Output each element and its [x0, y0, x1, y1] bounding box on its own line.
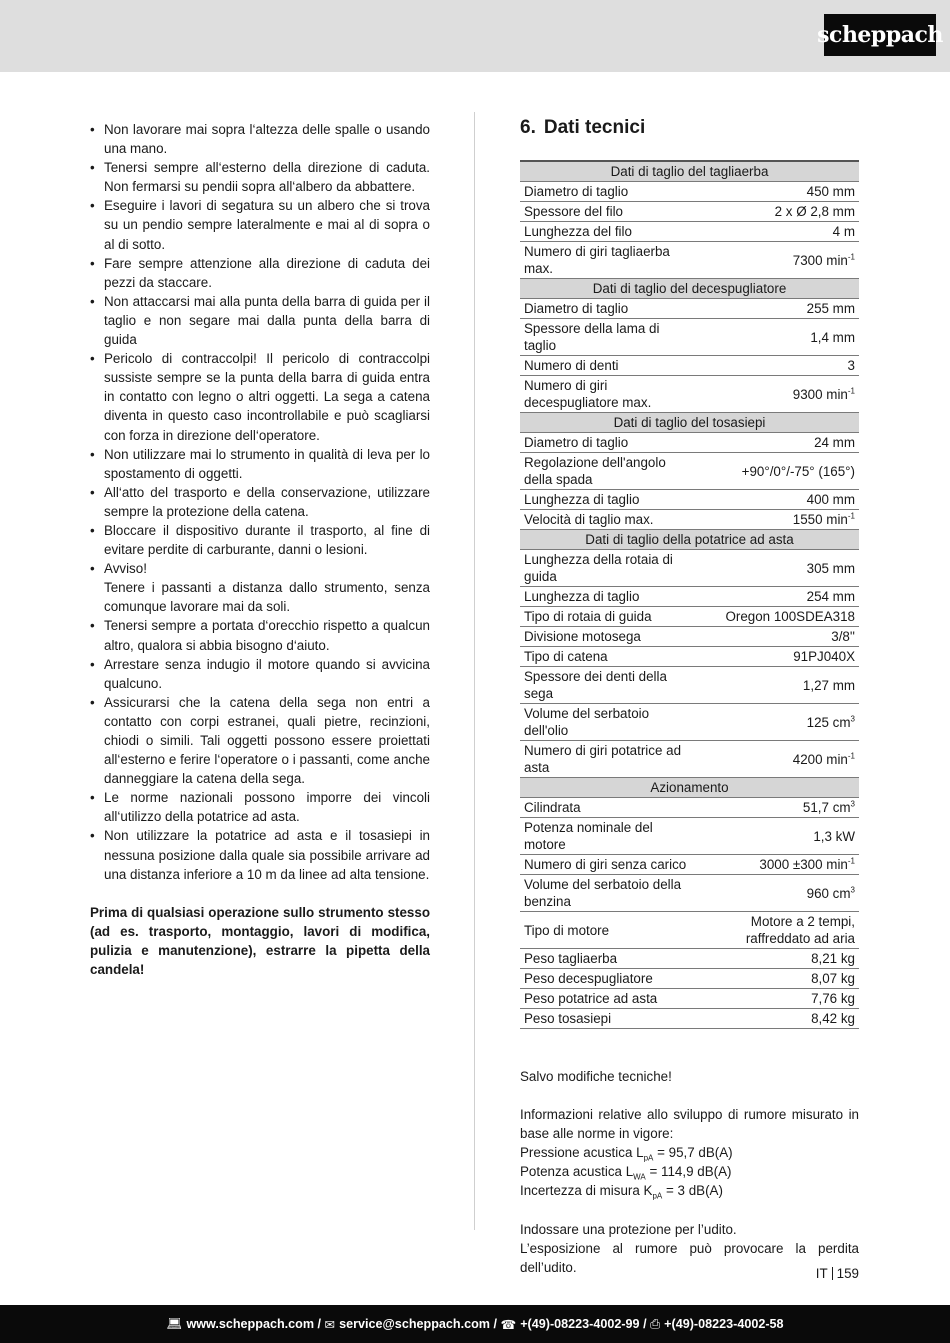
table-group-header [520, 161, 859, 182]
spec-label: Potenza nominale del motore [520, 818, 692, 855]
bullet-text: Tenersi sempre all‘esterno della direzione di caduta. Non fermarsi su pendii sopra all‘albero da abbattere. [104, 160, 430, 195]
spec-value-text: 4 m [832, 224, 855, 239]
spec-label: Lunghezza del filo [520, 222, 692, 242]
table-row [520, 202, 859, 222]
avviso-text: Tenere i passanti a distanza dallo strumento, senza comunque lavorare mai da soli. [104, 580, 430, 615]
spec-value-text: 4200 min [792, 751, 848, 767]
bullet-text: Fare sempre attenzione alla direzione di caduta dei pezzi da staccare. [104, 255, 430, 290]
bullet-text: Tenersi sempre a portata d‘orecchio rispetto a qualcun altro, qualora si abbia bisogno d‘aiuto. [104, 618, 430, 653]
table-group-header [520, 530, 859, 550]
bullet-text: Assicurarsi che la catena della sega non entri a contatto con corpi estranei, quali pietre, recinzioni, chiodi o simili. Tali oggetti possono essere proiettati all‘esterno e ferire l‘operatore o i passanti, come anche danneggiare la catena della sega. [104, 694, 430, 787]
unit-exponent: -1 [847, 511, 855, 521]
section-heading [520, 114, 859, 150]
footer-separator: / [317, 1317, 322, 1331]
noise-text: Incertezza di misura K [520, 1183, 653, 1199]
table-row [520, 704, 859, 741]
spec-value-text: 7,76 kg [811, 991, 855, 1006]
laptop-icon: 💻︎ [166, 1316, 183, 1331]
spec-value-text: 2 x Ø 2,8 mm [774, 204, 855, 219]
spec-value [692, 1009, 859, 1029]
table-row [520, 969, 859, 989]
spec-value-text: 3 [847, 358, 855, 373]
spec-value [692, 647, 859, 667]
spec-label: Diametro di taglio [520, 433, 692, 453]
spec-value [692, 356, 859, 376]
group-title: Azionamento [520, 778, 859, 798]
group-title: Dati di taglio del decespugliatore [520, 279, 859, 299]
table-row [520, 818, 859, 855]
spec-label: Volume del serbatoio dell'olio [520, 704, 692, 741]
spec-label: Numero di giri tagliaerba max. [520, 242, 692, 279]
spec-value-text: 960 cm [806, 885, 851, 901]
brand-logo: scheppach [824, 14, 936, 56]
noise-value-line [520, 1181, 859, 1200]
noise-text: Potenza acustica L [520, 1164, 634, 1180]
bullet-text: All‘atto del trasporto e della conservazione, utilizzare sempre la protezione della catena. [104, 484, 430, 519]
noise-text: = 114,9 dB(A) [645, 1164, 732, 1180]
unit-exponent: -1 [847, 252, 855, 262]
table-row [520, 510, 859, 530]
spec-label: Spessore della lama di taglio [520, 319, 692, 356]
table-row [520, 490, 859, 510]
table-row [520, 855, 859, 875]
noise-subscript: pA [643, 1153, 654, 1163]
noise-text: Pressione acustica L [520, 1145, 644, 1161]
spec-label: Divisione motosega [520, 627, 692, 647]
spec-value-text: 3000 ±300 min [759, 857, 848, 872]
spec-value [692, 627, 859, 647]
table-row [520, 299, 859, 319]
spec-value [692, 242, 859, 279]
unit-exponent: -1 [847, 856, 855, 866]
safety-bullet [90, 693, 430, 788]
group-title: Dati di taglio della potatrice ad asta [520, 530, 859, 550]
group-title: Dati di taglio del tosasiepi [520, 413, 859, 433]
spec-value-text: Oregon 100SDEA318 [725, 609, 855, 624]
notes [520, 1067, 859, 1277]
unit-exponent: 3 [850, 885, 855, 895]
spec-label: Spessore dei denti della sega [520, 667, 692, 704]
bullet-text: Arrestare senza indugio il motore quando si avvicina qualcuno. [104, 656, 430, 691]
footer-bar [0, 1305, 950, 1343]
bullet-text: Bloccare il dispositivo durante il trasporto, al fine di evitare perdite di carburante, danni o lesioni. [104, 522, 430, 558]
noise-value-line [520, 1143, 859, 1162]
footer-fax: +(49)-08223-4002-58 [664, 1317, 784, 1331]
hearing-loss-note: L’esposizione al rumore può provocare la perdita dell’udito. [520, 1240, 859, 1275]
safety-bullet-list [90, 120, 430, 884]
spec-value [692, 299, 859, 319]
spec-value [692, 182, 859, 202]
safety-bullet [90, 158, 430, 196]
table-row [520, 242, 859, 279]
table-row [520, 319, 859, 356]
safety-bullet [90, 292, 430, 349]
safety-bullet [90, 559, 430, 616]
section-title: Dati tecnici [543, 117, 646, 138]
table-group-header [520, 413, 859, 433]
unit-exponent: 3 [850, 714, 855, 724]
footer-separator: / [643, 1317, 647, 1331]
safety-bullet [90, 196, 430, 253]
spec-label: Regolazione dell'angolo della spada [520, 453, 692, 490]
page-language: IT [815, 1266, 828, 1281]
spec-value-text: 1,3 kW [813, 828, 855, 844]
email-icon: ✉︎ [324, 1317, 336, 1332]
spec-value-text: 305 mm [806, 560, 855, 576]
spec-value [692, 798, 859, 818]
noise-values [520, 1143, 859, 1200]
fax-icon: ⎙︎ [650, 1316, 661, 1331]
spec-value-text: 8,21 kg [811, 951, 855, 966]
table-row [520, 433, 859, 453]
noise-text: = 95,7 dB(A) [653, 1145, 733, 1161]
spec-value-text: 3/8'' [831, 629, 855, 644]
unit-exponent: 3 [850, 799, 855, 809]
table-row [520, 182, 859, 202]
safety-bullet [90, 445, 430, 483]
noise-subscript: pA [652, 1192, 663, 1202]
spec-value-text: 24 mm [814, 435, 855, 450]
spec-label: Lunghezza di taglio [520, 587, 692, 607]
spec-label: Tipo di catena [520, 647, 692, 667]
spec-label: Peso potatrice ad asta [520, 989, 692, 1009]
spec-value [692, 667, 859, 704]
spec-value [692, 587, 859, 607]
safety-bullet [90, 521, 430, 559]
spec-label: Peso decespugliatore [520, 969, 692, 989]
footer-website[interactable]: www.scheppach.com [186, 1317, 315, 1331]
spec-value [692, 989, 859, 1009]
safety-bullet [90, 788, 430, 826]
footer-phone: +(49)-08223-4002-99 [520, 1317, 640, 1331]
safety-bullet [90, 655, 430, 693]
table-row [520, 989, 859, 1009]
spec-value [692, 550, 859, 587]
section-number: 6. [520, 117, 536, 138]
spec-value-text: 1,4 mm [810, 329, 855, 345]
spec-value-text: 255 mm [806, 301, 855, 316]
table-row [520, 949, 859, 969]
spec-value-text: 450 mm [806, 184, 855, 199]
phone-icon: ☎︎ [500, 1317, 517, 1332]
column-divider [474, 112, 475, 1230]
table-row [520, 550, 859, 587]
spec-value-text: 1,27 mm [802, 677, 855, 693]
spec-value [692, 969, 859, 989]
spec-value [692, 222, 859, 242]
table-row [520, 453, 859, 490]
spec-value [692, 741, 859, 778]
safety-bullet [90, 616, 430, 654]
table-row [520, 1009, 859, 1029]
safety-bullet [90, 254, 430, 292]
spec-value-text: 8,07 kg [811, 971, 855, 986]
spec-value [692, 607, 859, 627]
unit-exponent: -1 [847, 751, 855, 761]
spec-value [692, 704, 859, 741]
spec-label: Tipo di motore [520, 912, 692, 949]
bullet-text: Non utilizzare mai lo strumento in qualità di leva per lo spostamento di oggetti. [104, 446, 430, 481]
group-title: Dati di taglio del tagliaerba [520, 161, 859, 182]
table-row [520, 667, 859, 704]
header-bar [0, 0, 950, 72]
noise-intro: Informazioni relative allo sviluppo di rumore misurato in base alle norme in vigore: [520, 1107, 859, 1142]
bullet-text: Eseguire i lavori di segatura su un albero che si trova su un pendio sempre lateralmente e mai al di sopra o al di sotto. [104, 198, 430, 252]
page-number [816, 1266, 859, 1281]
noise-text: = 3 dB(A) [662, 1183, 723, 1199]
spec-value [692, 453, 859, 490]
changes-note: Salvo modifiche tecniche! [520, 1069, 672, 1084]
spec-value [692, 490, 859, 510]
bullet-text: Non utilizzare la potatrice ad asta e il tosasiepi in nessuna posizione dalla quale sia possibile arrivare ad una distanza inferiore a 10 m da linee ad alta tensione. [104, 828, 430, 882]
safety-bullet [90, 349, 430, 444]
spec-value-text: 8,42 kg [811, 1011, 855, 1026]
bullet-text: Pericolo di contraccolpi! Il pericolo di contraccolpi sussiste sempre se la punta della barra di guida entra in contatto con legno o altri oggetti. La sega a catena diventa in questo caso incontrollabile e può scagliarsi con forza in direzione dell‘operatore. [104, 351, 430, 443]
table-row [520, 356, 859, 376]
spec-value-text: 125 cm [806, 714, 851, 730]
spec-label: Volume del serbatoio della benzina [520, 875, 692, 912]
spec-label: Numero di giri senza carico [520, 855, 692, 875]
bullet-text: Avviso! [104, 561, 147, 577]
spec-value [692, 912, 859, 949]
spec-label: Lunghezza di taglio [520, 490, 692, 510]
spec-value [692, 875, 859, 912]
spec-label: Tipo di rotaia di guida [520, 607, 692, 627]
page-index: 159 [836, 1266, 859, 1281]
spec-value [692, 510, 859, 530]
safety-bullet [90, 826, 430, 883]
spec-label: Cilindrata [520, 798, 692, 818]
spec-label: Numero di denti [520, 356, 692, 376]
spec-label: Numero di giri potatrice ad asta [520, 741, 692, 778]
table-row [520, 376, 859, 413]
safety-bullet [90, 120, 430, 158]
spec-label: Velocità di taglio max. [520, 510, 692, 530]
spec-label: Diametro di taglio [520, 182, 692, 202]
bullet-text: Non attaccarsi mai alla punta della barra di guida per il taglio e non segare mai dalla punta della barra di guida [104, 293, 430, 348]
table-row [520, 875, 859, 912]
spec-value [692, 319, 859, 356]
spec-value-text: 9300 min [792, 386, 848, 402]
table-row [520, 798, 859, 818]
table-row [520, 587, 859, 607]
spec-label: Numero di giri decespugliatore max. [520, 376, 692, 413]
spec-value [692, 855, 859, 875]
safety-instructions [90, 120, 430, 979]
spec-value [692, 376, 859, 413]
technical-data-section [520, 114, 859, 1277]
table-group-header [520, 778, 859, 798]
spec-label: Spessore del filo [520, 202, 692, 222]
footer-email[interactable]: service@scheppach.com [339, 1317, 490, 1331]
safety-bullet [90, 483, 430, 521]
spec-value-text: 1550 min [792, 512, 848, 527]
spec-value-text: 7300 min [792, 252, 848, 268]
table-row [520, 647, 859, 667]
spec-value-text: 254 mm [806, 589, 855, 604]
spec-label: Lunghezza della rotaia di guida [520, 550, 692, 587]
table-row [520, 912, 859, 949]
spec-value-text: 51,7 cm [802, 800, 851, 815]
noise-subscript: WA [633, 1173, 646, 1183]
spec-label: Peso tagliaerba [520, 949, 692, 969]
maintenance-warning: Prima di qualsiasi operazione sullo strumento stesso (ad es. trasporto, montaggio, lavori di modifica, pulizia e manutenzione), estrarre la pipetta della candela! [90, 904, 430, 978]
spec-value [692, 818, 859, 855]
table-row [520, 607, 859, 627]
bullet-text: Non lavorare mai sopra l‘altezza delle spalle o usando una mano. [104, 122, 430, 157]
footer-separator: / [493, 1317, 497, 1331]
spec-value [692, 949, 859, 969]
table-row [520, 627, 859, 647]
noise-value-line [520, 1162, 859, 1181]
technical-data-table [520, 160, 859, 1029]
hearing-protection-note: Indossare una protezione per l’udito. [520, 1221, 737, 1237]
table-group-header [520, 279, 859, 299]
unit-exponent: -1 [847, 386, 855, 396]
spec-value [692, 202, 859, 222]
spec-value-text: 400 mm [806, 492, 855, 507]
spec-label: Diametro di taglio [520, 299, 692, 319]
spec-label: Peso tosasiepi [520, 1009, 692, 1029]
spec-value-text: Motore a 2 tempi, raffreddato ad aria [745, 914, 855, 946]
table-row [520, 741, 859, 778]
bullet-text: Le norme nazionali possono imporre dei vincoli all‘utilizzo della potatrice ad asta. [104, 790, 430, 825]
spec-value-text: +90°/0°/-75° (165°) [741, 463, 855, 479]
table-row [520, 222, 859, 242]
spec-value [692, 433, 859, 453]
spec-value-text: 91PJ040X [793, 649, 855, 664]
